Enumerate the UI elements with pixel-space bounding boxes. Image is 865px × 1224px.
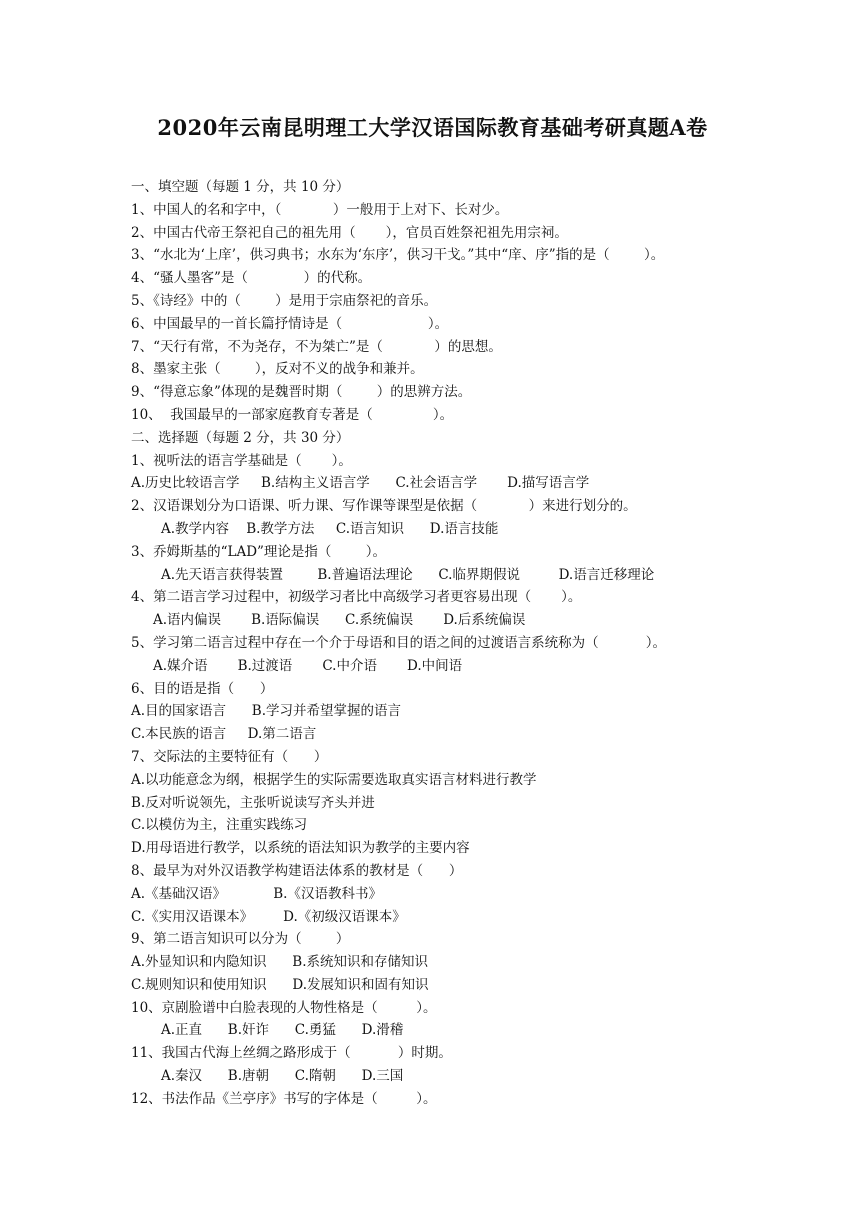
text-line: 5、《诗经》中的（ ）是用于宗庙祭祀的音乐。 xyxy=(131,292,438,309)
text-line: D.用母语进行教学，以系统的语法知识为教学的主要内容 xyxy=(131,840,470,857)
page-title: 2020年云南昆明理工大学汉语国际教育基础考研真题A卷 xyxy=(157,115,708,140)
text-line: B.反对听说领先，主张听说读写齐头并进 xyxy=(131,794,375,811)
text-line: 6、中国最早的一首长篇抒情诗是（ ）。 xyxy=(131,315,449,332)
text-line: C.《实用汉语课本》 D.《初级汉语课本》 xyxy=(131,908,406,925)
text-line: A.先天语言获得装置 B.普遍语法理论 C.临界期假说 D.语言迁移理论 xyxy=(161,566,655,583)
text-line: 1、中国人的名和字中，（ ）一般用于上对下、长对少。 xyxy=(131,201,509,218)
text-line: 12、书法作品《兰亭序》书写的字体是（ ）。 xyxy=(131,1090,437,1107)
text-line: A.外显知识和内隐知识 B.系统知识和存储知识 xyxy=(131,954,428,971)
text-line: 2、汉语课划分为口语课、听力课、写作课等课型是依据（ ）来进行划分的。 xyxy=(131,498,637,515)
text-line: A.正直 B.奸诈 C.勇猛 D.滑稽 xyxy=(161,1022,404,1039)
text-line: 8、墨家主张（ ），反对不义的战争和兼并。 xyxy=(131,361,424,378)
text-line: 3、“水北为‘上庠’，供习典书；水东为‘东序’，供习干戈。”其中“庠、序”指的是（ ）。 xyxy=(131,247,665,264)
text-line: C.本民族的语言 D.第二语言 xyxy=(131,726,317,743)
text-line: A.目的国家语言 B.学习并希望掌握的语言 xyxy=(131,703,401,720)
text-line: 1、视听法的语言学基础是（ ）。 xyxy=(131,452,352,469)
text-line: A.秦汉 B.唐朝 C.隋朝 D.三国 xyxy=(161,1068,404,1085)
text-line: A.教学内容 B.教学方法 C.语言知识 D.语言技能 xyxy=(161,520,499,537)
text-line: 4、“骚人墨客”是（ ）的代称。 xyxy=(131,270,372,287)
text-line: 4、第二语言学习过程中，初级学习者比中高级学习者更容易出现（ ）。 xyxy=(131,589,582,606)
text-line: A.以功能意念为纲，根据学生的实际需要选取真实语言材料进行教学 xyxy=(131,771,537,788)
text-line: 10、京剧脸谱中白脸表现的人物性格是（ ）。 xyxy=(131,999,437,1016)
text-line: 8、最早为对外汉语教学构建语法体系的教材是（ ） xyxy=(131,862,463,879)
text-line: 11、我国古代海上丝绸之路形成于（ ）时期。 xyxy=(131,1045,452,1062)
text-line: A.历史比较语言学 B.结构主义语言学 C.社会语言学 D.描写语言学 xyxy=(131,475,590,492)
text-line: 7、“天行有常，不为尧存，不为桀亡”是（ ）的思想。 xyxy=(131,338,502,355)
text-line: 6、目的语是指（ ） xyxy=(131,680,274,697)
text-line: A.《基础汉语》 B.《汉语教科书》 xyxy=(131,885,382,902)
text-line: 9、“得意忘象”体现的是魏晋时期（ ）的思辨方法。 xyxy=(131,384,472,401)
text-line: 5、学习第二语言过程中存在一个介于母语和目的语之间的过渡语言系统称为（ ）。 xyxy=(131,634,667,651)
text-line: 10、 我国最早的一部家庭教育专著是（ ）。 xyxy=(131,406,454,423)
text-line: 二、选择题（每题 2 分，共 30 分） xyxy=(131,429,350,446)
text-line: A.媒介语 B.过渡语 C.中介语 D.中间语 xyxy=(153,657,463,674)
text-line: A.语内偏误 B.语际偏误 C.系统偏误 D.后系统偏误 xyxy=(153,612,526,629)
text-line: 3、乔姆斯基的“LAD”理论是指（ ）。 xyxy=(131,543,387,560)
text-line: C.规则知识和使用知识 D.发展知识和固有知识 xyxy=(131,976,429,993)
exam-content xyxy=(131,176,771,1111)
text-line: 一、填空题（每题 1 分，共 10 分） xyxy=(131,179,350,195)
text-line: 9、第二语言知识可以分为（ ） xyxy=(131,931,350,948)
text-line: 7、交际法的主要特征有（ ） xyxy=(131,748,328,765)
text-line: 2、中国古代帝王祭祀自己的祖先用（ ），官员百姓祭祀祖先用宗祠。 xyxy=(131,224,568,241)
text-line: C.以模仿为主，注重实践练习 xyxy=(131,817,308,834)
